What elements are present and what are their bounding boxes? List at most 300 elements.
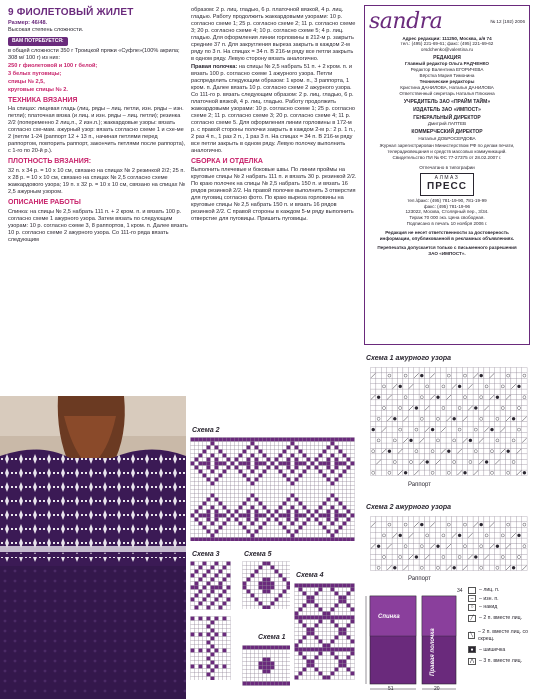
lace-1-cell	[441, 470, 446, 475]
schema-4-cell	[339, 608, 343, 612]
schema-2-cell	[307, 474, 311, 478]
schema-5-cell	[287, 578, 291, 582]
lace-1-cell	[446, 422, 451, 427]
schema-2-cell	[351, 534, 355, 538]
lace-2-cell	[479, 538, 484, 543]
schema-4-cell	[303, 656, 307, 660]
lace-1-cell	[387, 368, 392, 373]
lace-2-cell	[387, 522, 392, 527]
schema-2-cell	[315, 482, 319, 486]
schema-2-cell	[331, 466, 335, 470]
schema-3-cell	[223, 582, 227, 586]
schema-2-cell	[327, 526, 331, 530]
schema-3-cell	[223, 566, 227, 570]
lace-1-cell	[511, 405, 516, 410]
schema-2-cell	[311, 442, 315, 446]
chart-a-cell	[227, 633, 231, 637]
schema-4-cell	[323, 652, 327, 656]
schema-5-cell	[247, 582, 251, 586]
schema-5-cell	[259, 598, 263, 602]
schema-2-cell	[283, 498, 287, 502]
schema-4-cell	[327, 632, 331, 636]
schema-5-cell	[275, 578, 279, 582]
schema-2-cell	[299, 454, 303, 458]
chart-a-cell	[227, 625, 231, 629]
schema-4-cell	[299, 632, 303, 636]
lace-1-cell	[489, 459, 494, 464]
schema-2-cell	[271, 502, 275, 506]
schema-2-cell	[327, 454, 331, 458]
lace-1-cell	[500, 443, 505, 448]
lace-1-cell	[457, 416, 462, 421]
schema-4-cell	[335, 612, 339, 616]
schema-2-cell	[323, 458, 327, 462]
lace-1-cell	[425, 400, 430, 405]
lace-1-symbol	[523, 471, 526, 474]
schema-4-cell	[327, 612, 331, 616]
schema-2-cell	[331, 438, 335, 442]
lace-2-cell	[381, 560, 386, 565]
chart-a-cell	[211, 649, 215, 653]
schema-3-cell	[211, 582, 215, 586]
schema-2-cell	[207, 438, 211, 442]
schema-2-cell	[211, 490, 215, 494]
schema-2-cell	[327, 470, 331, 474]
schema-2-cell	[299, 462, 303, 466]
schema-2-cell	[347, 530, 351, 534]
lace-1-cell	[408, 373, 413, 378]
schema-2-cell	[247, 518, 251, 522]
schema-4-cell	[335, 632, 339, 636]
chart-a-cell	[219, 617, 223, 621]
schema-4-cell	[335, 636, 339, 640]
schema-2-cell	[195, 522, 199, 526]
schema-2-cell	[239, 522, 243, 526]
schema-3-cell	[219, 570, 223, 574]
lace-1-cell	[479, 389, 484, 394]
schema-5-cell	[255, 606, 259, 610]
schema-2-cell	[351, 482, 355, 486]
schema-4-cell	[351, 612, 355, 616]
lace-1-cell	[500, 459, 505, 464]
schema-4-cell	[299, 656, 303, 660]
schema-4-cell	[343, 652, 347, 656]
lace-1-cell	[441, 438, 446, 443]
lace-1-cell	[381, 368, 386, 373]
schema-2-cell	[239, 498, 243, 502]
schema-3-cell	[195, 570, 199, 574]
chart-a-cell	[195, 621, 199, 625]
lace-1-cell	[473, 400, 478, 405]
lace-1-cell	[473, 395, 478, 400]
lace-2-cell	[387, 538, 392, 543]
lace-1-cell	[408, 389, 413, 394]
schema-5-cell	[287, 562, 291, 566]
lace-1-cell	[435, 427, 440, 432]
difficulty-line: Высокая степень сложности.	[8, 27, 84, 34]
schema-2-cell	[255, 442, 259, 446]
schema-5-cell	[247, 602, 251, 606]
schema-2-cell	[319, 518, 323, 522]
chart-a-cell	[215, 665, 219, 669]
schema-4-cell	[319, 648, 323, 652]
schema-2-cell	[255, 438, 259, 442]
lace-2-cell	[489, 533, 494, 538]
lace-2-cell	[371, 560, 376, 565]
schema-5-cell	[271, 590, 275, 594]
schema-5-cell	[259, 602, 263, 606]
schema-5-cell	[279, 566, 283, 570]
lace-2-cell	[430, 533, 435, 538]
lace-1-cell	[489, 449, 494, 454]
schema-1-cell	[255, 658, 259, 662]
legend-knit	[468, 586, 534, 595]
schema-4-cell	[315, 644, 319, 648]
schema-2-cell	[263, 442, 267, 446]
schema-2-cell	[203, 458, 207, 462]
lace-1-cell	[419, 368, 424, 373]
lace-1-cell	[414, 422, 419, 427]
lace-2-cell	[419, 565, 424, 570]
schema-5-cell	[279, 594, 283, 598]
schema-2-cell	[351, 502, 355, 506]
lace-1-cell	[408, 449, 413, 454]
schema-1-cell	[271, 670, 275, 674]
lace-1-symbol	[469, 439, 472, 442]
schema-2-cell	[295, 482, 299, 486]
schema-2-cell	[223, 462, 227, 466]
lace-2-cell	[516, 554, 521, 559]
lace-2-cell	[425, 565, 430, 570]
schema-2-cell	[315, 514, 319, 518]
lace-1-cell	[408, 470, 413, 475]
schema-1-cell	[279, 674, 283, 678]
schema-5-cell	[283, 594, 287, 598]
schema-2-cell	[227, 530, 231, 534]
schema-3-cell	[203, 578, 207, 582]
lace-1-cell	[419, 395, 424, 400]
lace-1-cell	[495, 400, 500, 405]
schema-4-cell	[335, 640, 339, 644]
schema-2-cell	[327, 438, 331, 442]
schema-2-cell	[319, 522, 323, 526]
schema-5-cell	[271, 594, 275, 598]
lace-2-cell	[495, 522, 500, 527]
lace-2-cell	[500, 554, 505, 559]
schema-2-cell	[231, 534, 235, 538]
schema-4-cell	[299, 592, 303, 596]
schema-2-cell	[311, 478, 315, 482]
chart-a-cell	[191, 669, 195, 673]
lace-1-cell	[500, 373, 505, 378]
legend-k2tog	[468, 612, 534, 626]
lace-2-cell	[376, 522, 381, 527]
schema-2-cell	[319, 438, 323, 442]
schema-1-cell	[255, 666, 259, 670]
lace-1-cell	[446, 432, 451, 437]
schema-2-cell	[243, 498, 247, 502]
lace-1-cell	[479, 411, 484, 416]
schema-2-cell	[251, 518, 255, 522]
schema-1-cell	[271, 674, 275, 678]
chart-a-cell	[211, 657, 215, 661]
schema-3-cell	[219, 602, 223, 606]
address: Адрес редакции: 111250, Москва, а/я 74	[402, 35, 492, 41]
lace-2-cell	[516, 538, 521, 543]
schema-4-cell	[347, 600, 351, 604]
lace-1-cell	[446, 454, 451, 459]
lace-1-cell	[435, 416, 440, 421]
schema-2-cell	[199, 498, 203, 502]
schema-2-cell	[295, 526, 299, 530]
schema-2-cell	[347, 502, 351, 506]
lace-1-cell	[511, 378, 516, 383]
schema-2-cell	[227, 446, 231, 450]
schema-2-cell	[231, 490, 235, 494]
schema-2-cell	[347, 498, 351, 502]
schema-2-cell	[303, 522, 307, 526]
schema-1-cell	[283, 654, 287, 658]
schema-2-cell	[227, 518, 231, 522]
schema-2-cell	[335, 474, 339, 478]
schema-2-cell	[311, 530, 315, 534]
schema-4-cell	[335, 656, 339, 660]
schema-2-cell	[267, 446, 271, 450]
schema-2-cell	[263, 458, 267, 462]
schema-4-cell	[339, 640, 343, 644]
lace-1-cell	[387, 443, 392, 448]
reprint-note: Перепечатка допускается только с письменного разрешения ЗАО «ИМПОСТ».	[377, 244, 517, 256]
lace-1-cell	[506, 384, 511, 389]
schema-1-cell	[243, 670, 247, 674]
schema-2-cell	[211, 450, 215, 454]
schema-1-cell	[275, 674, 279, 678]
lace-1-cell	[516, 432, 521, 437]
lace-2-cell	[419, 533, 424, 538]
chart-a-cell	[195, 673, 199, 677]
lace-2-cell	[516, 544, 521, 549]
lace-2-cell	[403, 554, 408, 559]
schema-2-cell	[311, 482, 315, 486]
schema-2-cell	[287, 506, 291, 510]
lace-2-cell	[495, 560, 500, 565]
lace-2-cell	[457, 517, 462, 522]
schema-4-cell	[339, 604, 343, 608]
schema-2-cell	[235, 530, 239, 534]
schema-2-cell	[243, 518, 247, 522]
lace-1-cell	[484, 465, 489, 470]
lace-2-cell	[381, 517, 386, 522]
schema-2-cell	[331, 478, 335, 482]
schema-2-cell	[259, 442, 263, 446]
lace-1-symbol	[404, 471, 407, 474]
lace-1-cell	[468, 465, 473, 470]
schema-2-cell	[191, 530, 195, 534]
schema-1-cell	[283, 678, 287, 682]
schema-2-cell	[307, 462, 311, 466]
garment-schematic	[364, 586, 464, 694]
schema-2-cell	[287, 518, 291, 522]
schema-4-cell	[295, 644, 299, 648]
schema-1-cell	[247, 678, 251, 682]
schema-2-cell	[283, 538, 287, 542]
lace-1-cell	[403, 368, 408, 373]
schema-2-cell	[271, 454, 275, 458]
schema-4-cell	[295, 636, 299, 640]
lace-2-cell	[462, 549, 467, 554]
schema-2-cell	[331, 454, 335, 458]
secretary: Ответственный секретарь Наталья Плюхина	[399, 90, 495, 96]
lace-2-cell	[381, 538, 386, 543]
lace-2-cell	[430, 565, 435, 570]
schema-2-cell	[231, 450, 235, 454]
schema-4-cell	[351, 616, 355, 620]
schema-1-cell	[271, 650, 275, 654]
chart-a-cell	[191, 649, 195, 653]
lace-2-cell	[414, 560, 419, 565]
schema-2-cell	[315, 502, 319, 506]
schema-2-cell	[331, 530, 335, 534]
lace-2-cell	[468, 544, 473, 549]
schema-4-cell	[311, 584, 315, 588]
schema-2-cell	[227, 526, 231, 530]
schema-2-cell	[327, 494, 331, 498]
signed-date: Подписано в печать 10 ноября 2006 г.	[406, 221, 488, 227]
schema-2-cell	[227, 490, 231, 494]
schema-2-cell	[347, 458, 351, 462]
schema-4-cell	[311, 620, 315, 624]
schema-2-cell	[311, 506, 315, 510]
schema-2-cell	[251, 446, 255, 450]
schema-2-cell	[263, 502, 267, 506]
schema-4-cell	[331, 616, 335, 620]
schema-2-label: Схема 2	[192, 427, 220, 434]
lace-2-cell	[398, 560, 403, 565]
schema-2-cell	[239, 478, 243, 482]
lace-1-symbol	[463, 471, 466, 474]
schema-5-cell	[243, 594, 247, 598]
schema-2-cell	[331, 510, 335, 514]
schema-4-cell	[307, 592, 311, 596]
schema-2-cell	[207, 474, 211, 478]
lace-2-cell	[506, 522, 511, 527]
lace-1-cell	[511, 470, 516, 475]
chart-a-cell	[191, 673, 195, 677]
lace-1-cell	[430, 378, 435, 383]
lace-1-cell	[457, 454, 462, 459]
lace-1-cell	[500, 395, 505, 400]
schema-4-cell	[299, 660, 303, 664]
schema-3-cell	[191, 578, 195, 582]
lace-1-cell	[425, 432, 430, 437]
lace-2-cell	[419, 538, 424, 543]
chart-a-cell	[191, 657, 195, 661]
schema-4-cell	[295, 596, 299, 600]
schema-2-cell	[279, 506, 283, 510]
schema-4-cell	[331, 584, 335, 588]
schema-2-cell	[291, 486, 295, 490]
lace-1-cell	[457, 438, 462, 443]
size-line: Размер: 46/48.	[8, 19, 48, 26]
schema-2-cell	[231, 526, 235, 530]
chart-a-cell	[199, 657, 203, 661]
lace-2-cell	[468, 538, 473, 543]
schema-2-cell	[239, 446, 243, 450]
lace-2-cell	[484, 538, 489, 543]
schema-2-cell	[315, 510, 319, 514]
schema-5-cell	[263, 594, 267, 598]
lace-1-cell	[441, 443, 446, 448]
schema-2-cell	[227, 522, 231, 526]
schema-2-cell	[259, 538, 263, 542]
schema-2-cell	[239, 538, 243, 542]
lace-1-cell	[457, 432, 462, 437]
lace-1-cell	[381, 443, 386, 448]
lace-2-cell	[441, 527, 446, 532]
lace-2-symbol	[512, 566, 515, 569]
schema-2-cell	[267, 486, 271, 490]
chart-a-cell	[215, 661, 219, 665]
schema-2-cell	[275, 442, 279, 446]
lace-2-cell	[419, 560, 424, 565]
schema-2-cell	[235, 478, 239, 482]
schema-2-cell	[207, 534, 211, 538]
schema-2-cell	[235, 470, 239, 474]
schema-2-cell	[307, 490, 311, 494]
lace-1-cell	[489, 432, 494, 437]
lace-1-cell	[462, 443, 467, 448]
press-logo-bottom: ПРЕСС	[427, 181, 467, 193]
lace-2-cell	[425, 533, 430, 538]
schema-2-cell	[219, 514, 223, 518]
schema-4-cell	[339, 600, 343, 604]
schema-1-cell	[251, 662, 255, 666]
schema-2-cell	[283, 526, 287, 530]
schema-2-cell	[195, 482, 199, 486]
schema-4-cell	[311, 624, 315, 628]
schema-4-cell	[327, 604, 331, 608]
schema-2-cell	[331, 538, 335, 542]
schema-5-cell	[283, 606, 287, 610]
lace-1-cell	[425, 389, 430, 394]
schema-2-cell	[323, 462, 327, 466]
lace-1-cell	[425, 422, 430, 427]
schema-2-cell	[223, 514, 227, 518]
lace-1-cell	[441, 416, 446, 421]
schema-2-cell	[295, 474, 299, 478]
schema-4-cell	[299, 640, 303, 644]
schema-2-cell	[291, 514, 295, 518]
chart-a-cell	[207, 617, 211, 621]
schema-2-cell	[247, 514, 251, 518]
schema-2-cell	[331, 458, 335, 462]
schema-2-cell	[211, 538, 215, 542]
schema-2-cell	[339, 530, 343, 534]
schema-2-cell	[339, 538, 343, 542]
lace-1-cell	[441, 465, 446, 470]
schema-4-cell	[299, 608, 303, 612]
lace-1-cell	[435, 400, 440, 405]
lace-1-cell	[381, 422, 386, 427]
schema-2-cell	[235, 510, 239, 514]
schema-2-cell	[347, 486, 351, 490]
schema-4-cell	[307, 628, 311, 632]
lace-1-cell	[468, 373, 473, 378]
schema-1-cell	[279, 662, 283, 666]
schema-2-cell	[271, 462, 275, 466]
schema-4-cell	[323, 612, 327, 616]
schema-2-cell	[287, 490, 291, 494]
